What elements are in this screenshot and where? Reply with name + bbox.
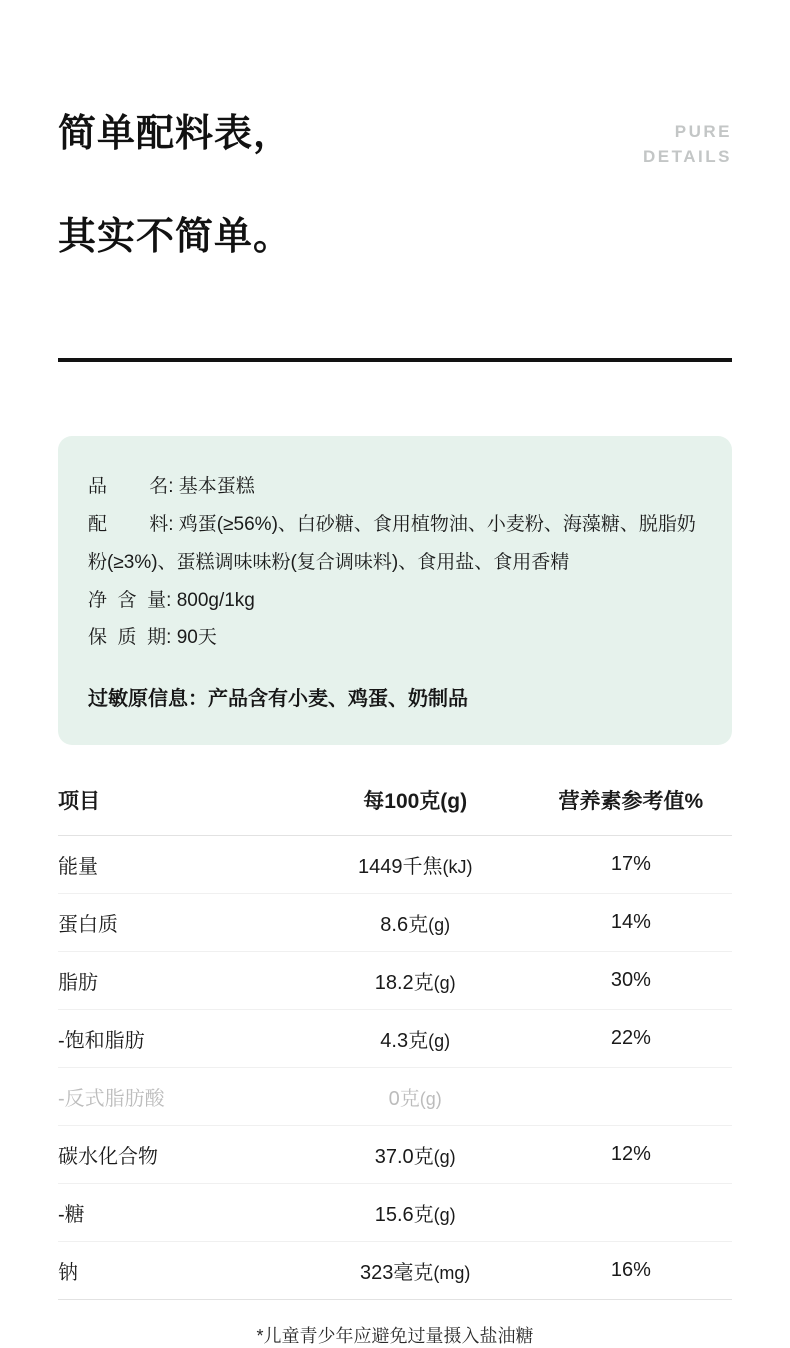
shelf-life-value: 90天 <box>176 626 217 648</box>
nutrient-nrv-percent: 30% <box>530 951 732 1009</box>
eyebrow-line-2: DETAILS <box>643 146 732 166</box>
nutrient-nrv-percent: 17% <box>530 835 732 893</box>
product-info-card <box>58 436 732 744</box>
nutrient-amount-number: 4.3克 <box>380 1029 429 1052</box>
nutrient-amount-unit: (g) <box>428 1030 451 1051</box>
nutrient-amount-number: 323毫克 <box>360 1261 434 1284</box>
nutrient-name: -反式脂肪酸 <box>58 1067 301 1125</box>
table-row <box>58 1067 732 1125</box>
nutrient-nrv-percent: 12% <box>530 1125 732 1183</box>
ingredients-row <box>88 506 702 582</box>
table-row <box>58 1009 732 1067</box>
eyebrow-line-1: PURE <box>674 122 732 141</box>
net-weight-row <box>88 582 702 619</box>
ingredients-value: 鸡蛋(≥56%)、白砂糖、食用植物油、小麦粉、海藻糖、脱脂奶粉(≥3%)、蛋糕调味味粉(复合调味料)、食用盐、食用香精 <box>88 513 696 573</box>
net-weight-value: 800g/1kg <box>176 589 255 611</box>
nutrient-name: -饱和脂肪 <box>58 1009 301 1067</box>
column-header-value: 每100克(g) <box>301 771 530 836</box>
nutrient-nrv-percent <box>530 1067 732 1125</box>
column-header-item: 项目 <box>58 771 301 836</box>
table-row <box>58 951 732 1009</box>
page-title <box>58 58 292 314</box>
nutrition-footnote: *儿童青少年应避免过量摄入盐油糖 <box>256 1325 534 1346</box>
nutrient-amount-unit: (g) <box>433 1146 456 1167</box>
nutrient-amount-number: 1449千焦 <box>357 855 443 878</box>
allergen-info: 过敏原信息：产品含有小麦、鸡蛋、奶制品 <box>88 687 468 710</box>
nutrient-amount <box>301 1067 530 1125</box>
nutrient-amount <box>301 1125 530 1183</box>
nutrient-amount-unit: (mg) <box>433 1262 471 1283</box>
nutrient-amount-number: 0克 <box>388 1087 420 1110</box>
header-divider <box>58 358 732 362</box>
nutrient-amount <box>301 1009 530 1067</box>
nutrient-amount-unit: (kJ) <box>442 856 473 877</box>
table-header-row <box>58 771 732 836</box>
nutrient-amount-unit: (g) <box>433 972 456 993</box>
nutrition-table <box>58 771 732 1300</box>
page-title-line-2: 其实不简单。 <box>58 215 293 258</box>
table-row <box>58 1125 732 1183</box>
nutrient-name: 脂肪 <box>58 951 301 1009</box>
table-row <box>58 893 732 951</box>
nutrient-nrv-percent: 14% <box>530 893 732 951</box>
nutrient-amount <box>301 951 530 1009</box>
nutrient-nrv-percent <box>530 1183 732 1241</box>
nutrient-amount-unit: (g) <box>428 914 451 935</box>
product-name-label: 品 名: <box>88 476 174 498</box>
nutrient-name: 碳水化合物 <box>58 1125 301 1183</box>
nutrient-name: 能量 <box>58 835 301 893</box>
eyebrow-label <box>643 58 732 169</box>
nutrient-name: 钠 <box>58 1241 301 1299</box>
nutrition-table-head <box>58 771 732 836</box>
shelf-life-label: 保 质 期: <box>88 626 172 648</box>
table-row <box>58 1183 732 1241</box>
nutrient-nrv-percent: 16% <box>530 1241 732 1299</box>
nutrient-amount <box>301 1183 530 1241</box>
nutrient-amount-number: 18.2克 <box>374 971 434 994</box>
nutrition-table-body <box>58 835 732 1299</box>
net-weight-label: 净 含 量: <box>88 589 172 611</box>
nutrient-amount-unit: (g) <box>433 1204 456 1225</box>
nutrient-amount <box>301 893 530 951</box>
product-name-value: 基本蛋糕 <box>178 476 255 498</box>
shelf-life-row <box>88 619 702 656</box>
table-row <box>58 835 732 893</box>
page-header <box>58 58 732 314</box>
nutrient-amount-number: 37.0克 <box>374 1145 434 1168</box>
column-header-nrv: 营养素参考值% <box>530 771 732 836</box>
nutrient-amount-number: 8.6克 <box>380 913 429 936</box>
nutrient-nrv-percent: 22% <box>530 1009 732 1067</box>
product-name-row <box>88 468 702 505</box>
nutrient-name: -糖 <box>58 1183 301 1241</box>
page-title-line-1: 简单配料表， <box>58 113 293 156</box>
nutrient-amount-unit: (g) <box>419 1088 442 1109</box>
nutrient-amount-number: 15.6克 <box>374 1203 434 1226</box>
nutrient-name: 蛋白质 <box>58 893 301 951</box>
nutrient-amount <box>301 835 530 893</box>
ingredients-label: 配 料: <box>88 513 174 535</box>
